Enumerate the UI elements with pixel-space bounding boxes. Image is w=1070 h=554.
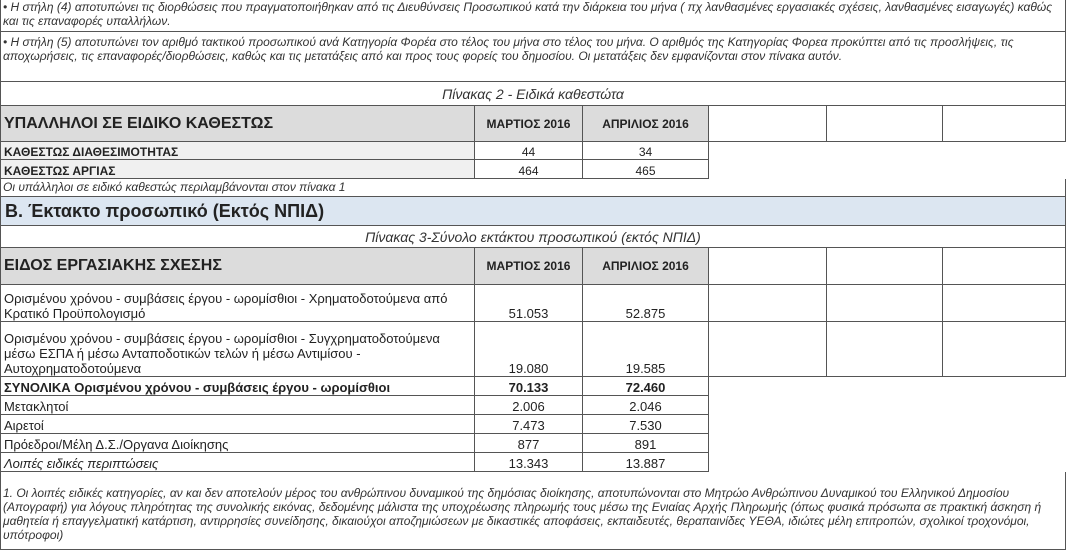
footer-note: 1. Οι λοιπές ειδικές κατηγορίες, αν και δεν αποτελούν μέρος του ανθρώπινου δυναμικού της δημόσιας διοίκησης, αποτυπώνονται στο Μητρώο Ανθρώπινου Δυναμικού του Ελληνικού Δημοσίου (Απογραφή) για λόγους πληρότητας της συνολικής εικόνας, δεδομένης μάλιστα της υποχρέωσης πληρωμής τους μέσω της Ενιαίας Αρχής Πληρωμής (όπως φυσικά πρόσωπα σε πρακτική άσκηση ή μαθητεία ή επαγγελματική κατάρτιση, αντιρρησίες συνείδησης, δικαιούχοι αποζημιώσεων με δικαστικές αποφάσεις, εκπαιδευτές, θεραπαινίδες ΥΕΘΑ, ιδιώτες μέλη επιτροπών, σχολικοί τροχονόμοι, υπότροφοι) [0, 484, 1066, 550]
row-value-april: 34 [583, 142, 709, 160]
empty-cell [827, 322, 943, 377]
table2-caption: Πίνακας 2 - Ειδικά καθεστώτα [0, 82, 1066, 106]
empty-cell [827, 248, 943, 285]
row-value-april: 52.875 [583, 285, 709, 322]
row-label: Μετακλητοί [0, 396, 475, 415]
table-row [0, 453, 1066, 472]
empty-cell [709, 434, 1066, 453]
note-column-4: • Η στήλη (4) αποτυπώνει τις διορθώσεις που πραγματοποιήθηκαν από τις Διευθύνσεις Προσωπικού κατά την διάρκεια του μήνα ( πχ λανθασμένες εργασιακές σχέσεις, λανθασμένες εισαγωγές) καθώς και τις επαναφορές υπαλλήλων. [0, 0, 1066, 32]
row-value-april: 465 [583, 160, 709, 179]
row-label: Ορισμένου χρόνου - συμβάσεις έργου - ωρομίσθιοι - Συγχρηματοδοτούμενα μέσω ΕΣΠΑ ή μέσω Ανταποδοτικών τελών ή μέσω Αντιμίσου - Αυτοχρηματοδοτούμενα [0, 322, 475, 377]
row-value-march: 13.343 [475, 453, 583, 472]
empty-cell [709, 160, 1066, 179]
row-value-march: 7.473 [475, 415, 583, 434]
table2-header-label: ΥΠΑΛΛΗΛΟΙ ΣΕ ΕΙΔΙΚΟ ΚΑΘΕΣΤΩΣ [0, 106, 475, 142]
row-value-march: 51.053 [475, 285, 583, 322]
table3-caption: Πίνακας 3-Σύνολο εκτάκτου προσωπικού (εκτός ΝΠΙΔ) [0, 226, 1066, 248]
row-label: ΚΑΘΕΣΤΩΣ ΔΙΑΘΕΣΙΜΟΤΗΤΑΣ [0, 142, 475, 160]
row-value-march: 464 [475, 160, 583, 179]
empty-cell [709, 142, 1066, 160]
table-row [0, 434, 1066, 453]
section-b-title: Β. Έκτακτο προσωπικό (Εκτός ΝΠΙΔ) [0, 197, 1066, 226]
row-value-march: 877 [475, 434, 583, 453]
table3-header-label: ΕΙΔΟΣ ΕΡΓΑΣΙΑΚΗΣ ΣΧΕΣΗΣ [0, 248, 475, 285]
table3-header-row [0, 248, 1066, 285]
row-value-april: 72.460 [583, 377, 709, 396]
empty-cell [943, 322, 1066, 377]
table-row [0, 396, 1066, 415]
row-value-march: 44 [475, 142, 583, 160]
row-value-april: 19.585 [583, 322, 709, 377]
table-row [0, 377, 1066, 396]
row-value-march: 19.080 [475, 322, 583, 377]
table-row [0, 142, 1066, 160]
table2-col-april: ΑΠΡΙΛΙΟΣ 2016 [583, 106, 709, 142]
table2-col-march: ΜΑΡΤΙΟΣ 2016 [475, 106, 583, 142]
empty-cell [827, 285, 943, 322]
table-row [0, 285, 1066, 322]
table-row [0, 160, 1066, 179]
row-value-march: 70.133 [475, 377, 583, 396]
note-column-5: • Η στήλη (5) αποτυπώνει τον αριθμό τακτικού προσωπικού ανά Κατηγορία Φορέα στο τέλος του μήνα στο τέλος του μήνα. Ο αριθμός της Κατηγορίας Φορεα προκύπτει από τις προσλήψεις, τις αποχωρήσεις, τις επαναφορές/διορθώσεις, καθώς και τις μετατάξεις από και προς τους φορείς του δημοσίου. Οι μετατάξεις δεν εμφανίζονται στον πίνακα αυτόν. [0, 32, 1066, 82]
empty-cell [943, 106, 1066, 142]
empty-cell [943, 285, 1066, 322]
row-label: Πρόεδροι/Μέλη Δ.Σ./Οργανα Διοίκησης [0, 434, 475, 453]
row-value-april: 2.046 [583, 396, 709, 415]
row-label: Λοιπές ειδικές περιπτώσεις [0, 453, 475, 472]
table-row [0, 415, 1066, 434]
table2-header-row [0, 106, 1066, 142]
empty-cell [709, 453, 1066, 472]
table3-col-march: ΜΑΡΤΙΟΣ 2016 [475, 248, 583, 285]
row-label: ΣΥΝΟΛΙΚΑ Ορισμένου χρόνου - συμβάσεις έργου - ωρομίσθιοι [0, 377, 475, 396]
empty-cell [709, 396, 1066, 415]
empty-cell [709, 415, 1066, 434]
empty-cell [709, 377, 1066, 396]
row-value-april: 891 [583, 434, 709, 453]
table-row [0, 322, 1066, 377]
row-label: ΚΑΘΕΣΤΩΣ ΑΡΓΙΑΣ [0, 160, 475, 179]
table2-footnote: Οι υπάλληλοι σε ειδικό καθεστώς περιλαμβάνονται στον πίνακα 1 [0, 179, 1066, 197]
empty-cell [827, 106, 943, 142]
table3-col-april: ΑΠΡΙΛΙΟΣ 2016 [583, 248, 709, 285]
row-label: Αιρετοί [0, 415, 475, 434]
row-value-april: 7.530 [583, 415, 709, 434]
empty-cell [709, 248, 827, 285]
spacer [0, 472, 1066, 484]
empty-cell [943, 248, 1066, 285]
row-value-april: 13.887 [583, 453, 709, 472]
empty-cell [709, 106, 827, 142]
row-label: Ορισμένου χρόνου - συμβάσεις έργου - ωρομίσθιοι - Χρηματοδοτούμενα από Κρατικό Προϋπολογισμό [0, 285, 475, 322]
empty-cell [709, 322, 827, 377]
empty-cell [709, 285, 827, 322]
row-value-march: 2.006 [475, 396, 583, 415]
